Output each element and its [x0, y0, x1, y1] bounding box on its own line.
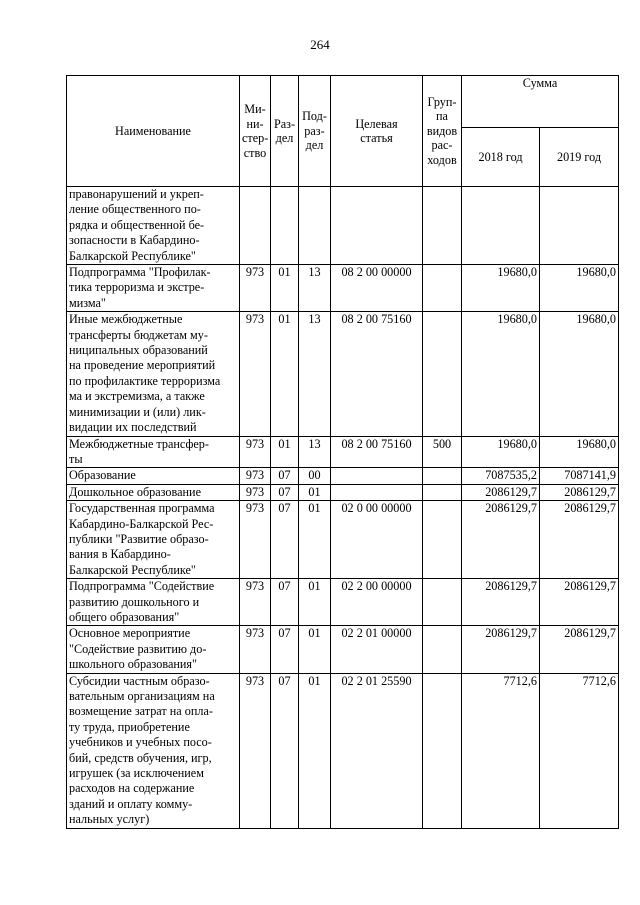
cell-ministry: 973 [240, 436, 271, 468]
cell-expense-group: 500 [423, 436, 462, 468]
cell-section: 07 [271, 468, 299, 484]
cell-2019 [540, 187, 619, 265]
cell-ministry: 973 [240, 501, 271, 579]
cell-target-article: 08 2 00 00000 [331, 265, 423, 312]
cell-2019: 19680,0 [540, 265, 619, 312]
cell-2019: 7087141,9 [540, 468, 619, 484]
cell-2019: 2086129,7 [540, 501, 619, 579]
table-row [67, 579, 619, 626]
cell-subsection: 01 [299, 501, 331, 579]
cell-name: Государственная программа Кабардино-Балкарской Рес- публики "Развитие образо- вания в Кабардино- Балкарской Республике" [67, 501, 240, 579]
cell-2019: 2086129,7 [540, 579, 619, 626]
cell-name: Подпрограмма "Содействие развитию дошкольного и общего образования" [67, 579, 240, 626]
cell-2019: 2086129,7 [540, 626, 619, 673]
cell-name: Иные межбюджетные трансферты бюджетам му- ниципальных образований на проведение мероприятий по профилактике терроризма ма и экстремизма, а также минимизации и (или) лик- видации их последствий [67, 312, 240, 436]
cell-expense-group [423, 484, 462, 500]
cell-name: правонарушений и укреп- ление общественного по- рядка и общественной бе- зопасности в Кабардино- Балкарской Республике" [67, 187, 240, 265]
header-ministry: Ми- ни- стер- ство [240, 76, 271, 187]
cell-expense-group [423, 626, 462, 673]
cell-expense-group [423, 673, 462, 828]
cell-section: 07 [271, 626, 299, 673]
cell-2018: 19680,0 [462, 436, 540, 468]
cell-ministry: 973 [240, 484, 271, 500]
cell-ministry [240, 187, 271, 265]
cell-expense-group [423, 468, 462, 484]
cell-ministry: 973 [240, 265, 271, 312]
cell-2018: 19680,0 [462, 312, 540, 436]
cell-section [271, 187, 299, 265]
cell-expense-group [423, 501, 462, 579]
cell-name: Дошкольное образование [67, 484, 240, 500]
cell-subsection [299, 187, 331, 265]
cell-expense-group [423, 187, 462, 265]
cell-2018: 7087535,2 [462, 468, 540, 484]
cell-section: 07 [271, 501, 299, 579]
table-row [67, 626, 619, 673]
header-year-2019: 2019 год [540, 128, 619, 187]
table-row [67, 265, 619, 312]
cell-subsection: 13 [299, 265, 331, 312]
cell-target-article [331, 187, 423, 265]
cell-target-article: 08 2 00 75160 [331, 436, 423, 468]
cell-ministry: 973 [240, 312, 271, 436]
table-row [67, 187, 619, 265]
cell-target-article: 08 2 00 75160 [331, 312, 423, 436]
cell-section: 01 [271, 436, 299, 468]
cell-2018 [462, 187, 540, 265]
cell-subsection: 01 [299, 626, 331, 673]
cell-2018: 2086129,7 [462, 579, 540, 626]
cell-name: Образование [67, 468, 240, 484]
cell-expense-group [423, 579, 462, 626]
cell-2018: 19680,0 [462, 265, 540, 312]
table-row [67, 484, 619, 500]
header-section: Раз- дел [271, 76, 299, 187]
cell-target-article: 02 0 00 00000 [331, 501, 423, 579]
cell-2018: 2086129,7 [462, 626, 540, 673]
cell-2019: 19680,0 [540, 312, 619, 436]
cell-section: 07 [271, 673, 299, 828]
cell-section: 01 [271, 265, 299, 312]
table-row [67, 673, 619, 828]
table-row [67, 468, 619, 484]
cell-expense-group [423, 312, 462, 436]
cell-name: Субсидии частным образо- вательным организациям на возмещение затрат на опла- ту труда, приобретение учебников и учебных посо- бий, средств обучения, игр, игрушек (за исключением расходов на содержание зданий и оплату комму- нальных услуг) [67, 673, 240, 828]
cell-target-article [331, 484, 423, 500]
cell-ministry: 973 [240, 468, 271, 484]
cell-target-article: 02 2 01 25590 [331, 673, 423, 828]
header-subsection: Под- раз- дел [299, 76, 331, 187]
table-row [67, 501, 619, 579]
header-sum: Сумма [462, 76, 619, 128]
header-target-article: Целевая статья [331, 76, 423, 187]
cell-subsection: 13 [299, 312, 331, 436]
cell-2019: 7712,6 [540, 673, 619, 828]
cell-target-article [331, 468, 423, 484]
header-expense-group: Груп- па видов рас- ходов [423, 76, 462, 187]
cell-subsection: 01 [299, 484, 331, 500]
cell-2018: 2086129,7 [462, 484, 540, 500]
cell-expense-group [423, 265, 462, 312]
header-name: Наименование [67, 76, 240, 187]
cell-name: Основное мероприятие "Содействие развитию до- школьного образования" [67, 626, 240, 673]
cell-2018: 2086129,7 [462, 501, 540, 579]
header-year-2018: 2018 год [462, 128, 540, 187]
cell-2019: 19680,0 [540, 436, 619, 468]
cell-ministry: 973 [240, 579, 271, 626]
cell-name: Межбюджетные трансфер- ты [67, 436, 240, 468]
table-row [67, 436, 619, 468]
cell-target-article: 02 2 00 00000 [331, 579, 423, 626]
cell-2018: 7712,6 [462, 673, 540, 828]
cell-ministry: 973 [240, 626, 271, 673]
cell-subsection: 13 [299, 436, 331, 468]
cell-2019: 2086129,7 [540, 484, 619, 500]
cell-ministry: 973 [240, 673, 271, 828]
cell-subsection: 01 [299, 579, 331, 626]
page-number: 264 [310, 37, 330, 52]
cell-section: 07 [271, 484, 299, 500]
cell-name: Подпрограмма "Профилак- тика терроризма и экстре- мизма" [67, 265, 240, 312]
budget-table [66, 75, 619, 829]
table-body [67, 187, 619, 829]
cell-section: 01 [271, 312, 299, 436]
cell-target-article: 02 2 01 00000 [331, 626, 423, 673]
cell-subsection: 00 [299, 468, 331, 484]
table-row [67, 312, 619, 436]
cell-section: 07 [271, 579, 299, 626]
cell-subsection: 01 [299, 673, 331, 828]
